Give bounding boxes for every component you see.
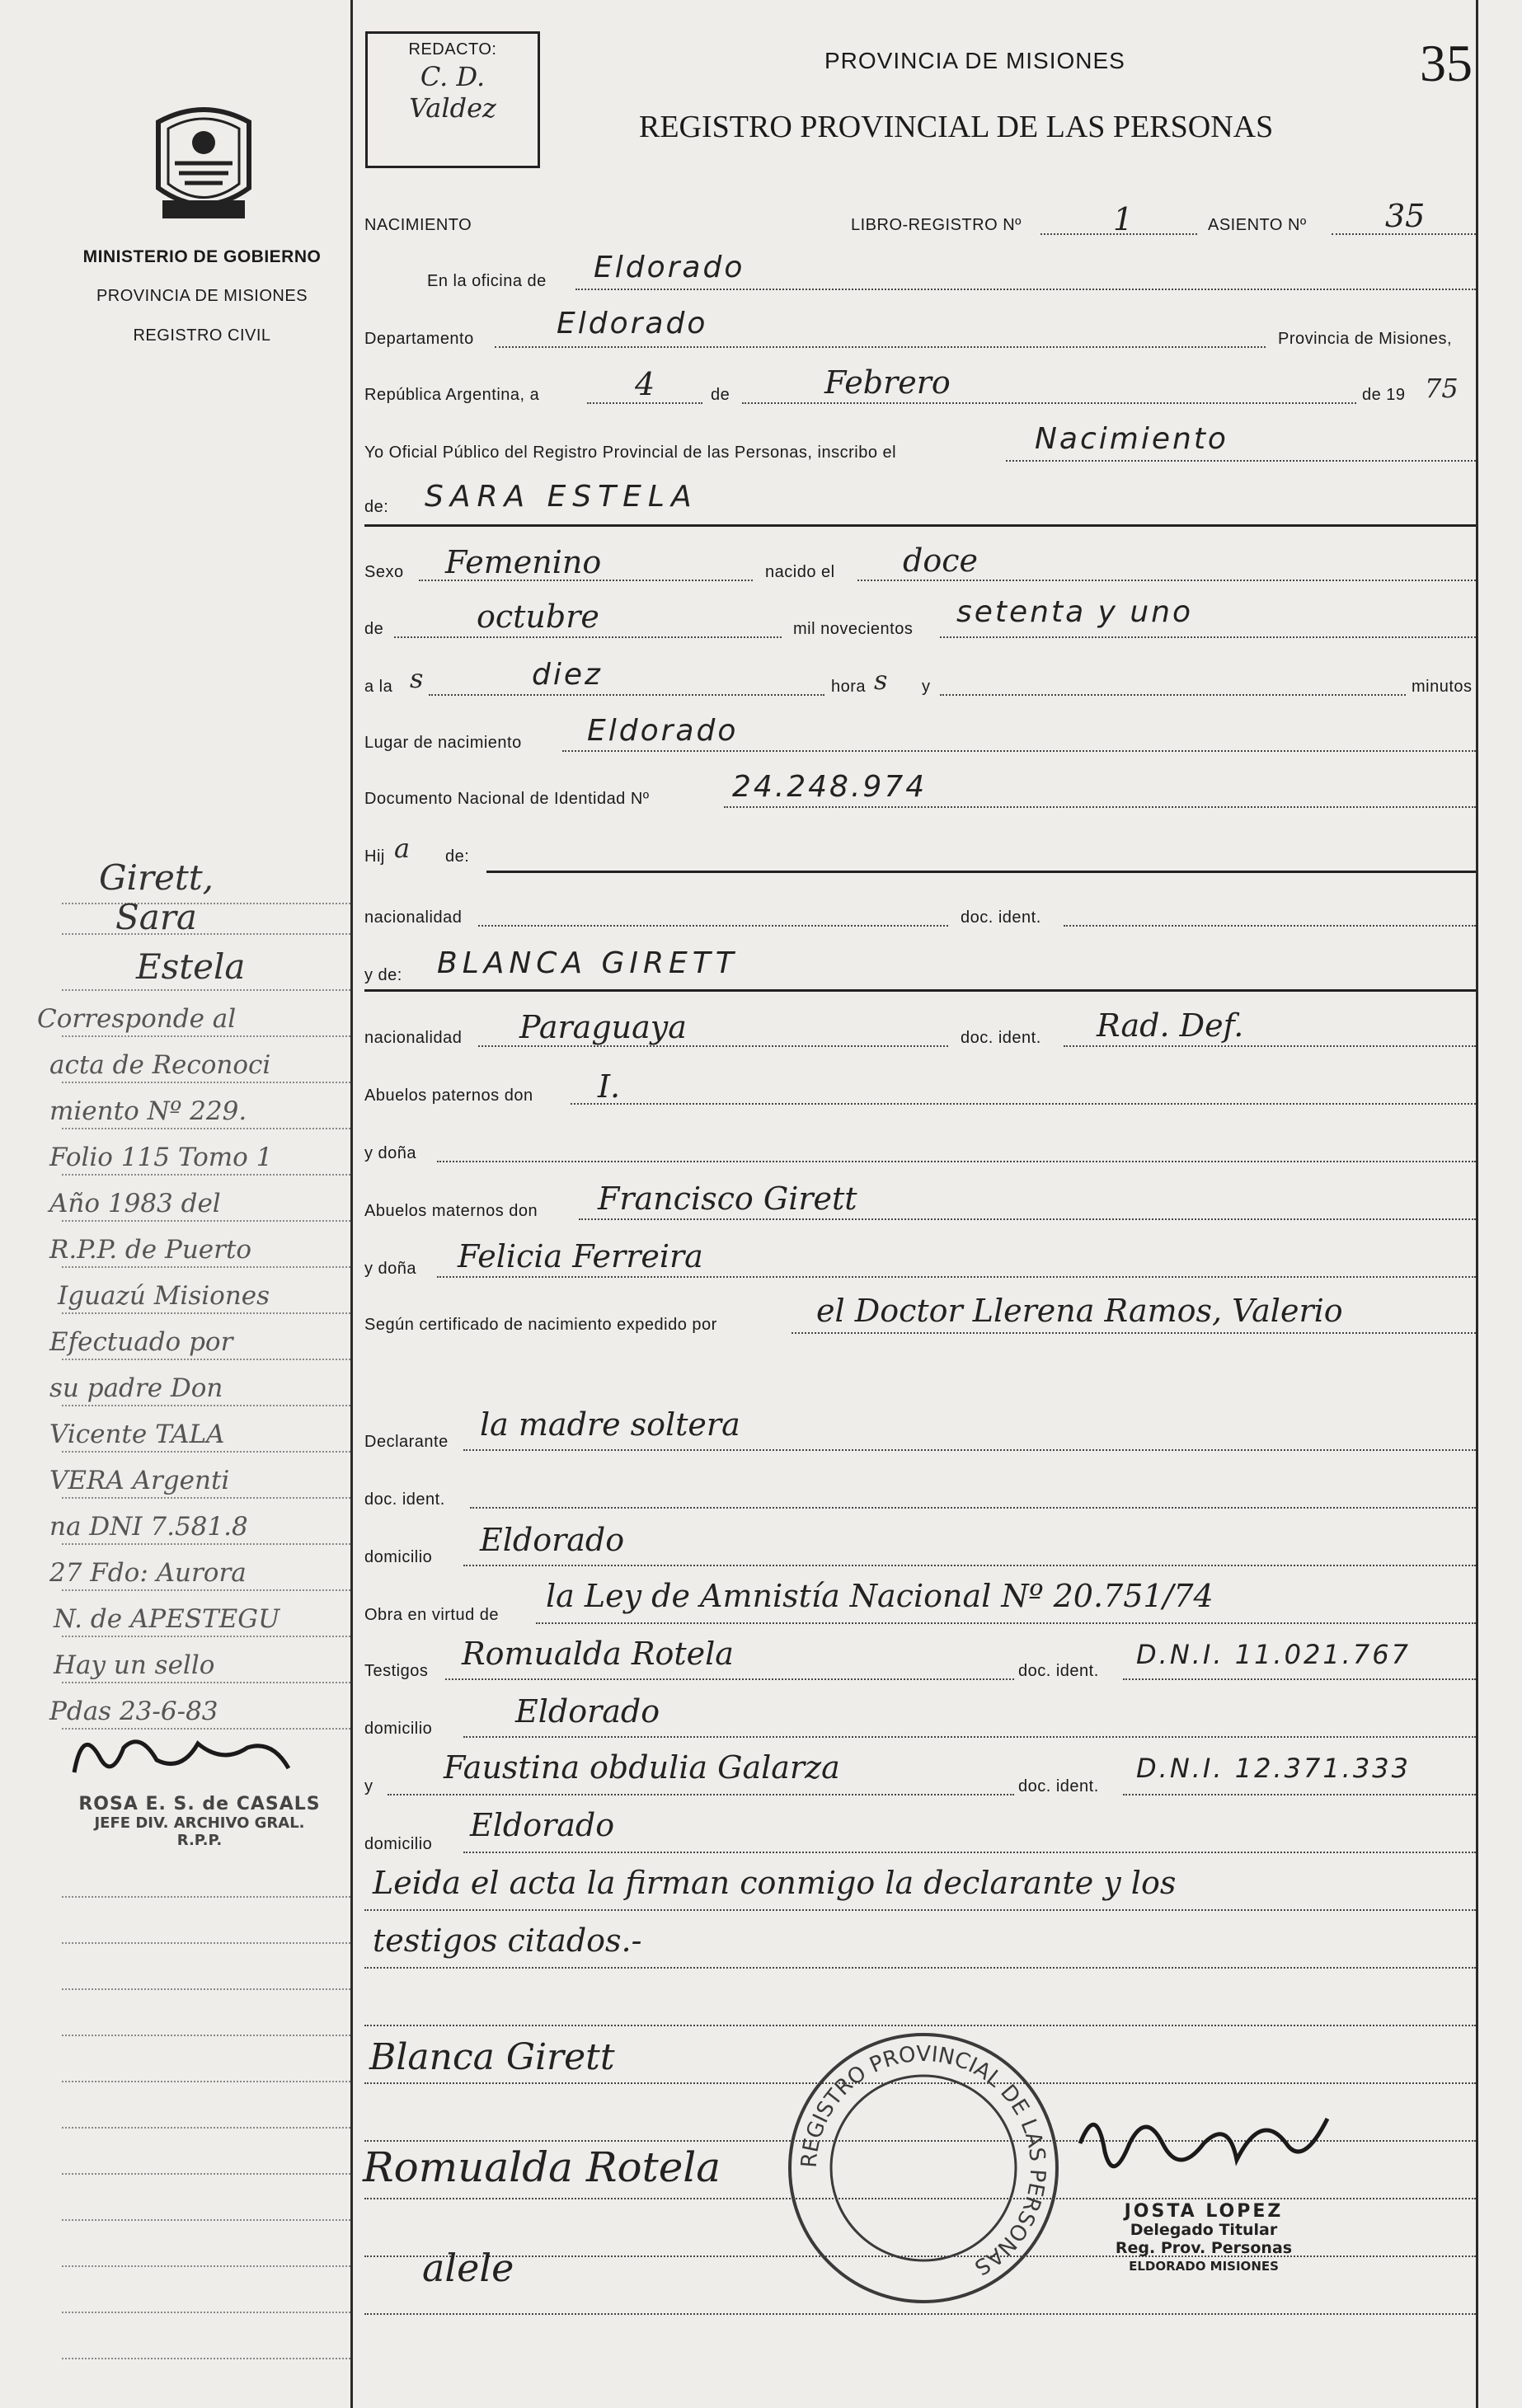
dia-line — [587, 402, 702, 404]
domicilio2-line — [463, 1736, 1476, 1738]
doc-ident3-line — [470, 1507, 1476, 1509]
declarante-value: la madre soltera — [480, 1406, 740, 1443]
right-rule — [1476, 0, 1478, 2408]
libro-value: 1 — [1113, 201, 1134, 237]
margin-line — [62, 2265, 350, 2267]
nacionalidad2-value: Paraguaya — [519, 1009, 687, 1045]
margin-note-line: 27 Fdo: Aurora — [49, 1558, 247, 1588]
nacionalidad-label: nacionalidad — [364, 908, 463, 927]
de-label: de — [711, 386, 730, 404]
testigo1-doc-line — [1123, 1678, 1476, 1680]
mes-value: Febrero — [824, 364, 951, 401]
margin-note-line: R.P.P. de Puerto — [49, 1235, 252, 1265]
de3-label: de — [364, 620, 384, 638]
domicilio3-value: Eldorado — [470, 1807, 615, 1843]
margin-line — [62, 1682, 350, 1683]
dni-label: Documento Nacional de Identidad Nº — [364, 790, 650, 808]
margin-note-line: Folio 115 Tomo 1 — [49, 1143, 273, 1172]
margin-line — [62, 989, 350, 991]
margin-line — [62, 1220, 350, 1222]
abuelos-pat-line — [571, 1103, 1476, 1105]
hora-label: hora — [831, 678, 867, 696]
margin-line — [62, 2173, 350, 2175]
doc-ident2-value: Rad. Def. — [1097, 1007, 1244, 1044]
free-line-1 — [364, 1909, 1476, 1911]
margin-line — [62, 1589, 350, 1591]
margin-line — [62, 2312, 350, 2313]
departamento-label: Departamento — [364, 330, 474, 348]
madre-underline — [364, 989, 1476, 992]
margin-line — [62, 1174, 350, 1176]
domicilio2-label: domicilio — [364, 1720, 433, 1738]
padre-underline — [486, 871, 1476, 873]
republica-label: República Argentina, a — [364, 386, 540, 404]
margin-line — [62, 1266, 350, 1268]
ydona2-label: y doña — [364, 1260, 417, 1278]
ala-label: a la — [364, 678, 393, 696]
sexo-label: Sexo — [364, 563, 404, 581]
domicilio2-value: Eldorado — [515, 1693, 660, 1730]
provincia-label: Provincia de Misiones, — [1278, 330, 1453, 348]
anio-nac-line — [940, 636, 1476, 638]
margin-note-line: na DNI 7.581.8 — [49, 1512, 248, 1542]
de2-label: de: — [364, 498, 389, 516]
margin-line — [62, 2127, 350, 2129]
hora-text-line — [429, 694, 824, 696]
doc-ident3-label: doc. ident. — [364, 1490, 445, 1509]
oficial-value: Nacimiento — [1035, 422, 1228, 456]
margin-line — [62, 1988, 350, 1990]
abuelos-pat-label: Abuelos paternos don — [364, 1087, 533, 1105]
hora-value: s — [874, 664, 888, 696]
official-office: Reg. Prov. Personas — [1115, 2239, 1293, 2257]
margin-line — [62, 1636, 350, 1637]
doc-ident4-label: doc. ident. — [1018, 1662, 1099, 1680]
nacimiento-label: NACIMIENTO — [364, 216, 472, 234]
nacido-label: nacido el — [765, 563, 835, 581]
free-line-8 — [364, 2313, 1476, 2315]
margin-line — [62, 1082, 350, 1083]
margin-note-line: VERA Argenti — [49, 1466, 230, 1495]
departamento-line — [495, 346, 1266, 348]
testigo1-line — [445, 1678, 1014, 1680]
margin-line — [62, 2081, 350, 2082]
margin-line — [62, 933, 350, 935]
margin-line — [62, 903, 350, 904]
margin-rule — [350, 0, 353, 2408]
testigo2-doc: D.N.I. 12.371.333 — [1136, 1753, 1411, 1784]
margin-note-line: Pdas 23-6-83 — [49, 1697, 218, 1726]
signature-testigo1: Romualda Rotela — [363, 2143, 721, 2191]
margin-note-line: su padre Don — [49, 1373, 223, 1403]
margin-line — [62, 1543, 350, 1545]
hora-text-value: diez — [532, 658, 603, 692]
mes-nac-value: octubre — [477, 598, 599, 635]
archive-signature-icon — [66, 1723, 297, 1789]
dia-value: 4 — [635, 366, 655, 402]
margin-name1: Sara — [115, 897, 197, 937]
archive-stamp — [43, 1794, 356, 1849]
province-heading: PROVINCIA DE MISIONES — [824, 48, 1125, 73]
official-place: ELDORADO MISIONES — [1129, 2259, 1279, 2274]
margin-note-line: Efectuado por — [49, 1327, 233, 1357]
nacido-line — [857, 580, 1476, 581]
departamento-value: Eldorado — [557, 307, 708, 340]
leida-line2: testigos citados.- — [373, 1922, 642, 1959]
doc-ident2-line — [1064, 1045, 1476, 1047]
obra-value: la Ley de Amnistía Nacional Nº 20.751/74 — [546, 1578, 1214, 1614]
madre-value: BLANCA GIRETT — [437, 946, 739, 980]
oficina-line — [575, 289, 1476, 290]
testigo1-value: Romualda Rotela — [462, 1636, 734, 1672]
lugar-line — [562, 750, 1476, 752]
anio-value: 75 — [1425, 373, 1459, 404]
margin-line — [62, 1312, 350, 1314]
domicilio-value: Eldorado — [480, 1522, 625, 1558]
official-signature-icon — [1072, 2094, 1336, 2193]
abuelos-mat-label: Abuelos maternos don — [364, 1202, 538, 1220]
ministry-line1: MINISTERIO DE GOBIERNO — [82, 247, 322, 266]
yde-label: y de: — [364, 966, 402, 984]
margin-line — [62, 1035, 350, 1037]
seal-ring-text: REGISTRO PROVINCIAL DE LAS PERSONAS — [796, 2041, 1050, 2280]
ydona-line — [437, 1161, 1476, 1162]
obra-label: Obra en virtud de — [364, 1606, 500, 1624]
anio-label: de 19 — [1362, 386, 1406, 404]
nacionalidad2-line — [478, 1045, 948, 1047]
archive-stamp-line3: R.P.P. — [176, 1832, 223, 1849]
margin-note-line: Iguazú Misiones — [58, 1281, 270, 1311]
declarante-label: Declarante — [364, 1433, 449, 1451]
margin-line — [62, 1896, 350, 1898]
svg-text:REGISTRO PROVINCIAL DE LAS PER — [797, 2042, 1050, 2279]
doc-ident5-label: doc. ident. — [1018, 1777, 1099, 1795]
nacido-value: doce — [903, 542, 978, 579]
oficina-label: En la oficina de — [427, 272, 547, 290]
redacto-line1: C. D. — [420, 61, 486, 92]
domicilio-line — [463, 1565, 1476, 1566]
oficial-label: Yo Oficial Público del Registro Provincial de las Personas, inscribo el — [364, 444, 897, 462]
testigo2-value: Faustina obdulia Galarza — [444, 1749, 840, 1786]
ydona2-value: Felicia Ferreira — [458, 1238, 703, 1274]
lugar-label: Lugar de nacimiento — [364, 734, 522, 752]
official-title: Delegado Titular — [1130, 2221, 1278, 2239]
domicilio-label: domicilio — [364, 1548, 433, 1566]
margin-line — [62, 1128, 350, 1129]
official-stamp — [1097, 2203, 1311, 2275]
margin-note-line: N. de APESTEGU — [54, 1604, 280, 1634]
asiento-value: 35 — [1385, 198, 1426, 234]
abuelos-pat-value: I. — [598, 1068, 621, 1105]
redacto-box — [365, 31, 540, 168]
doc-ident-label: doc. ident. — [961, 908, 1041, 927]
margin-line — [62, 1451, 350, 1453]
page-number: 35 — [1420, 34, 1473, 92]
dni-value: 24.248.974 — [732, 770, 928, 804]
sexo-value: Femenino — [445, 544, 602, 580]
testigo2-doc-line — [1123, 1794, 1476, 1795]
testigo1-doc: D.N.I. 11.021.767 — [1136, 1639, 1411, 1670]
testigo2-line — [388, 1794, 1014, 1795]
nombre-underline — [364, 524, 1476, 527]
margin-note-line: Hay un sello — [54, 1650, 215, 1680]
ministry-line2: PROVINCIA DE MISIONES — [96, 287, 308, 305]
hij-label: Hij — [364, 847, 385, 866]
dni-line — [724, 806, 1476, 808]
segun-value: el Doctor Llerena Ramos, Valerio — [816, 1293, 1343, 1329]
margin-line — [62, 2358, 350, 2359]
margin-surname: Girett, — [99, 857, 214, 898]
domicilio3-line — [463, 1852, 1476, 1853]
margin-name2: Estela — [136, 946, 246, 987]
obra-line — [536, 1622, 1476, 1624]
segun-label: Según certificado de nacimiento expedido por — [364, 1316, 717, 1334]
oficina-value: Eldorado — [594, 251, 745, 284]
margin-note-line: miento Nº 229. — [49, 1096, 247, 1126]
margin-line — [62, 2035, 350, 2036]
y-label: y — [922, 678, 931, 696]
abuelos-mat-line — [579, 1218, 1476, 1220]
ministry-line3: REGISTRO CIVIL — [133, 326, 271, 345]
redacto-line2: Valdez — [409, 92, 496, 124]
archive-stamp-line1: ROSA E. S. de CASALS — [78, 1794, 321, 1814]
minutos-line — [940, 694, 1406, 696]
mil-label: mil novecientos — [793, 620, 914, 638]
mes-nac-line — [394, 636, 782, 638]
hij-de-label: de: — [445, 847, 470, 866]
doc-ident-line — [1064, 925, 1476, 927]
asiento-label: ASIENTO Nº — [1208, 216, 1307, 234]
margin-line — [62, 1405, 350, 1406]
y2-label: y — [364, 1777, 373, 1795]
nombre-value: SARA ESTELA — [425, 480, 698, 514]
signature-testigo2: alele — [422, 2246, 514, 2290]
redacto-label: REDACTO: — [408, 40, 497, 59]
ala-value: s — [410, 663, 424, 694]
ydona-label: y doña — [364, 1144, 417, 1162]
margin-note-line: Corresponde al — [37, 1004, 237, 1034]
segun-line — [792, 1332, 1476, 1334]
lugar-value: Eldorado — [587, 714, 739, 748]
margin-line — [62, 2219, 350, 2221]
nacionalidad-line — [478, 925, 948, 927]
free-line-3 — [364, 2025, 1476, 2026]
registry-heading: REGISTRO PROVINCIAL DE LAS PERSONAS — [639, 110, 1274, 144]
domicilio3-label: domicilio — [364, 1835, 433, 1853]
margin-note-line: acta de Reconoci — [49, 1050, 271, 1080]
province-emblem-icon — [142, 97, 265, 229]
anio-nac-value: setenta y uno — [956, 595, 1194, 629]
archive-stamp-line2: JEFE DIV. ARCHIVO GRAL. — [94, 1814, 305, 1832]
registry-seal-icon — [783, 2028, 1064, 2308]
leida-line1: Leida el acta la firman conmigo la declarante y los — [373, 1865, 1177, 1901]
minutos-label: minutos — [1412, 678, 1473, 696]
margin-line — [62, 1497, 350, 1499]
abuelos-mat-value: Francisco Girett — [598, 1181, 857, 1217]
official-name: JOSTA LOPEZ — [1124, 2201, 1284, 2222]
margin-note-line: Vicente TALA — [49, 1420, 225, 1449]
ydona2-line — [437, 1276, 1476, 1278]
hij-value: a — [394, 833, 411, 864]
libro-label: LIBRO-REGISTRO Nº — [851, 216, 1022, 234]
free-line-2 — [364, 1967, 1476, 1969]
margin-line — [62, 1942, 350, 1944]
oficial-line — [1006, 460, 1476, 462]
doc-ident2-label: doc. ident. — [961, 1029, 1041, 1047]
nacionalidad2-label: nacionalidad — [364, 1029, 463, 1047]
testigos-label: Testigos — [364, 1662, 429, 1680]
margin-note-line: Año 1983 del — [49, 1189, 221, 1218]
margin-line — [62, 1359, 350, 1360]
mes-line — [742, 402, 1356, 404]
declarante-line — [463, 1449, 1476, 1451]
signature-madre: Blanca Girett — [369, 2036, 615, 2078]
